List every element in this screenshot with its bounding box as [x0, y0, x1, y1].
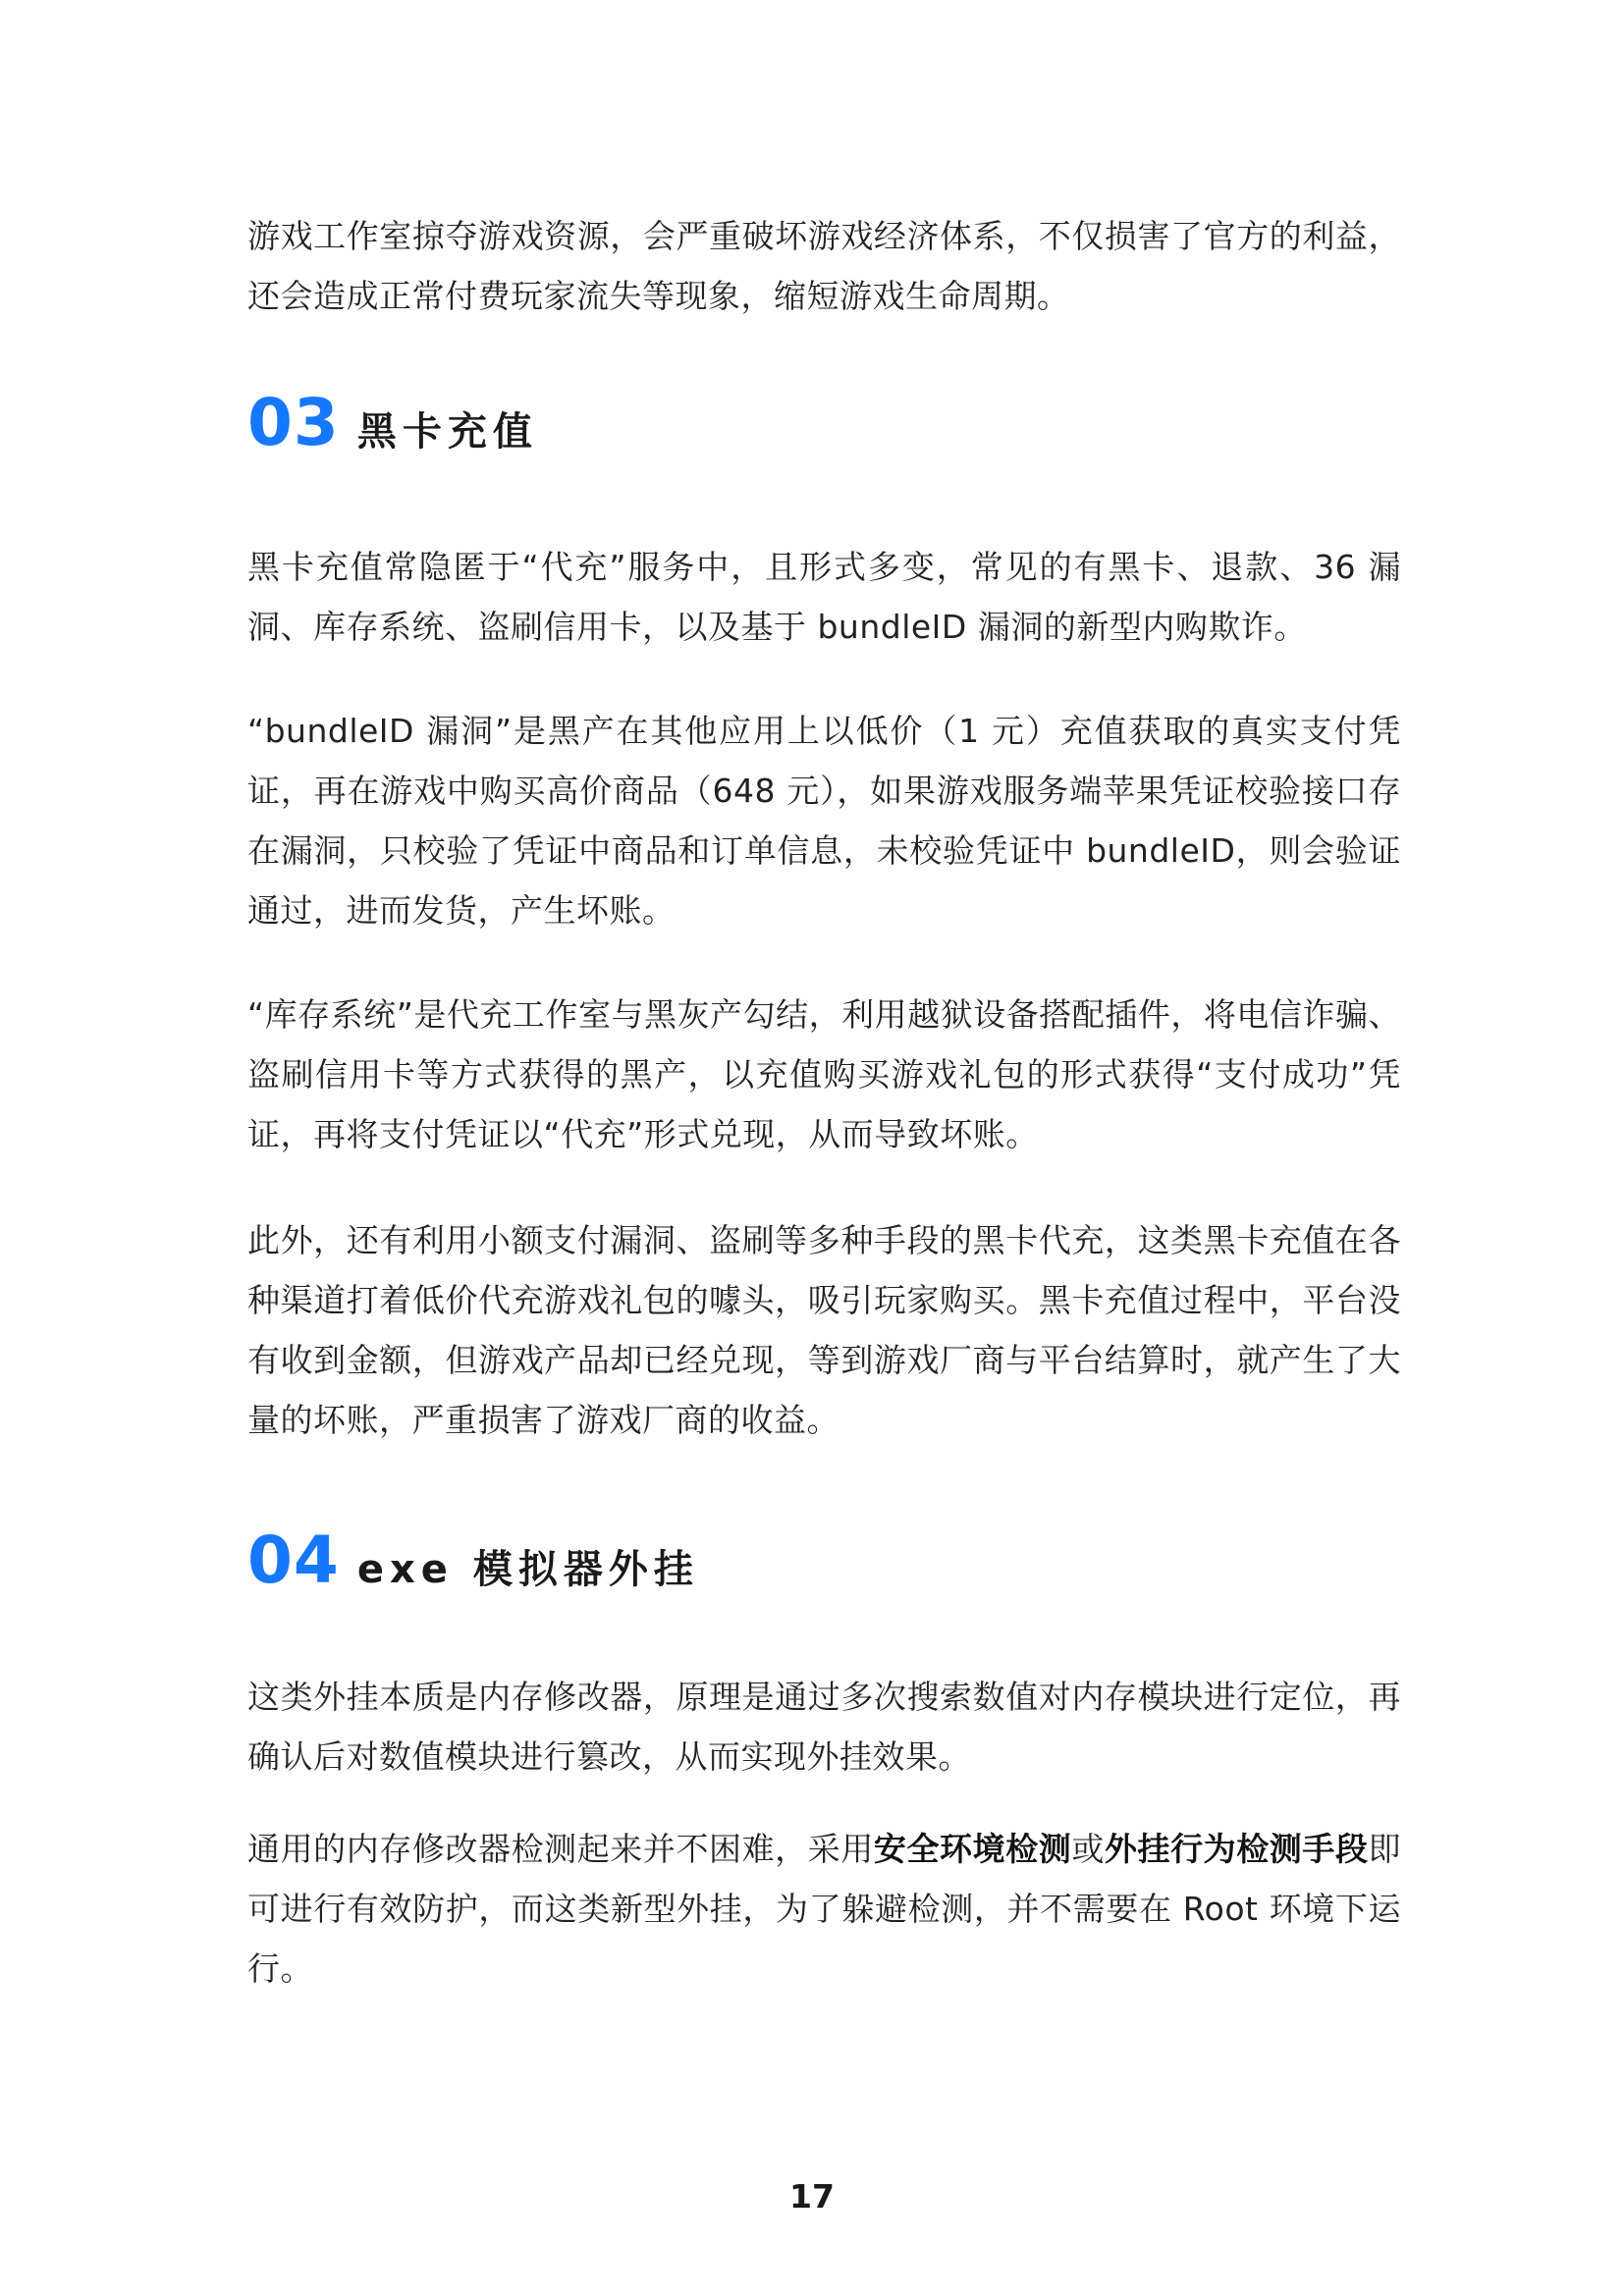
emphasis-text: 安全环境检测 — [873, 1830, 1072, 1868]
paragraph-text: 即可进行有效防护，而这类新型外挂，为了躲避检测，并不需要在 Root 环境下运行。 — [247, 1830, 1402, 1988]
paragraph-text: 通用的内存修改器检测起来并不困难，采用 — [247, 1830, 874, 1868]
section3-paragraph-4: 此外，还有利用小额支付漏洞、盗刷等多种手段的黑卡代充，这类黑卡充值在各种渠道打着低价代充游戏礼包的噱头，吸引玩家购买。黑卡充值过程中，平台没有收到金额，但游戏产品却已经兑现，等到游戏厂商与平台结算时，就产生了大量的坏账，严重损害了游戏厂商的收益。 — [247, 1221, 1401, 1439]
section3-paragraph-2: “bundleID 漏洞”是黑产在其他应用上以低价（1 元）充值获取的真实支付凭证，再在游戏中购买高价商品（648 元），如果游戏服务端苹果凭证校验接口存在漏洞，只校验了凭证中商品和订单信息，未校验凭证中 bundleID，则会验证通过，进而发货，产生坏账。 — [247, 712, 1401, 930]
section-title: exe 模拟器外挂 — [356, 1547, 699, 1592]
emphasis-text: 外挂行为检测手段 — [1104, 1830, 1369, 1868]
section3-paragraph-3: “库存系统”是代充工作室与黑灰产勾结，利用越狱设备搭配插件，将电信诈骗、盗刷信用卡等方式获得的黑产，以充值购买游戏礼包的形式获得“支付成功”凭证，再将支付凭证以“代充”形式兑现，从而导致坏账。 — [247, 995, 1401, 1153]
section-heading-03 — [247, 385, 538, 460]
intro-paragraph: 游戏工作室掠夺游戏资源，会严重破坏游戏经济体系，不仅损害了官方的利益，还会造成正常付费玩家流失等现象，缩短游戏生命周期。 — [247, 217, 1401, 315]
page-number: 17 — [789, 2177, 835, 2216]
paragraph-text: 或 — [1071, 1830, 1105, 1868]
section-heading-04 — [247, 1522, 699, 1598]
section3-paragraph-1: 黑卡充值常隐匿于“代充”服务中，且形式多变，常见的有黑卡、退款、36 漏洞、库存系统、盗刷信用卡，以及基于 bundleID 漏洞的新型内购欺诈。 — [247, 548, 1401, 646]
section-number: 04 — [247, 1522, 340, 1598]
section-title: 黑卡充值 — [356, 409, 538, 454]
section4-paragraph-1: 这类外挂本质是内存修改器，原理是通过多次搜索数值对内存模块进行定位，再确认后对数值模块进行篡改，从而实现外挂效果。 — [247, 1678, 1401, 1776]
section4-paragraph-2 — [247, 1819, 1401, 1999]
section-number: 03 — [247, 385, 340, 460]
